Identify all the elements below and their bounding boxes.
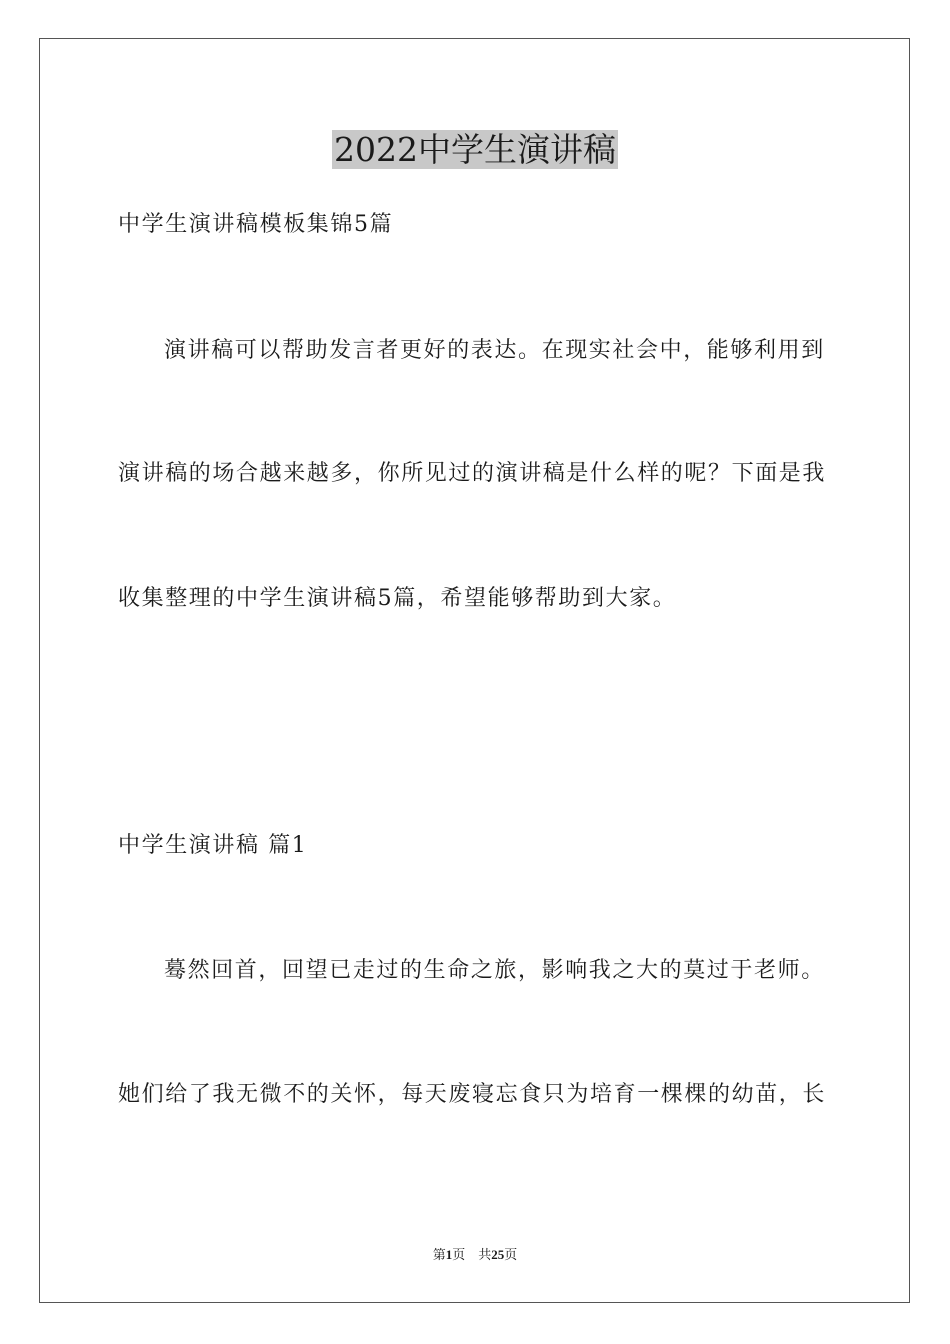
footer-page-current: 1 [445, 1247, 453, 1262]
footer-prefix: 第 [432, 1247, 446, 1262]
document-subtitle: 中学生演讲稿模板集锦5篇 [118, 212, 394, 237]
intro-paragraph-line-3: 收集整理的中学生演讲稿5篇，希望能够帮助到大家。 [118, 586, 677, 611]
footer-suffix: 页 [504, 1247, 518, 1262]
section-paragraph-line-2: 她们给了我无微不的关怀，每天废寝忘食只为培育一棵棵的幼苗，长 [118, 1082, 827, 1107]
document-title-text: 2022中学生演讲稿 [334, 130, 616, 169]
page-footer [0, 1246, 950, 1264]
section-paragraph-line-1: 蓦然回首，回望已走过的生命之旅，影响我之大的莫过于老师。 [164, 958, 825, 983]
footer-page-total: 25 [491, 1247, 505, 1262]
document-title [0, 128, 950, 172]
section-heading: 中学生演讲稿 篇1 [118, 833, 308, 858]
intro-paragraph-line-2: 演讲稿的场合越来越多，你所见过的演讲稿是什么样的呢？下面是我 [118, 461, 827, 486]
intro-paragraph-line-1: 演讲稿可以帮助发言者更好的表达。在现实社会中，能够利用到 [164, 338, 825, 363]
footer-mid: 页 共 [452, 1247, 492, 1262]
